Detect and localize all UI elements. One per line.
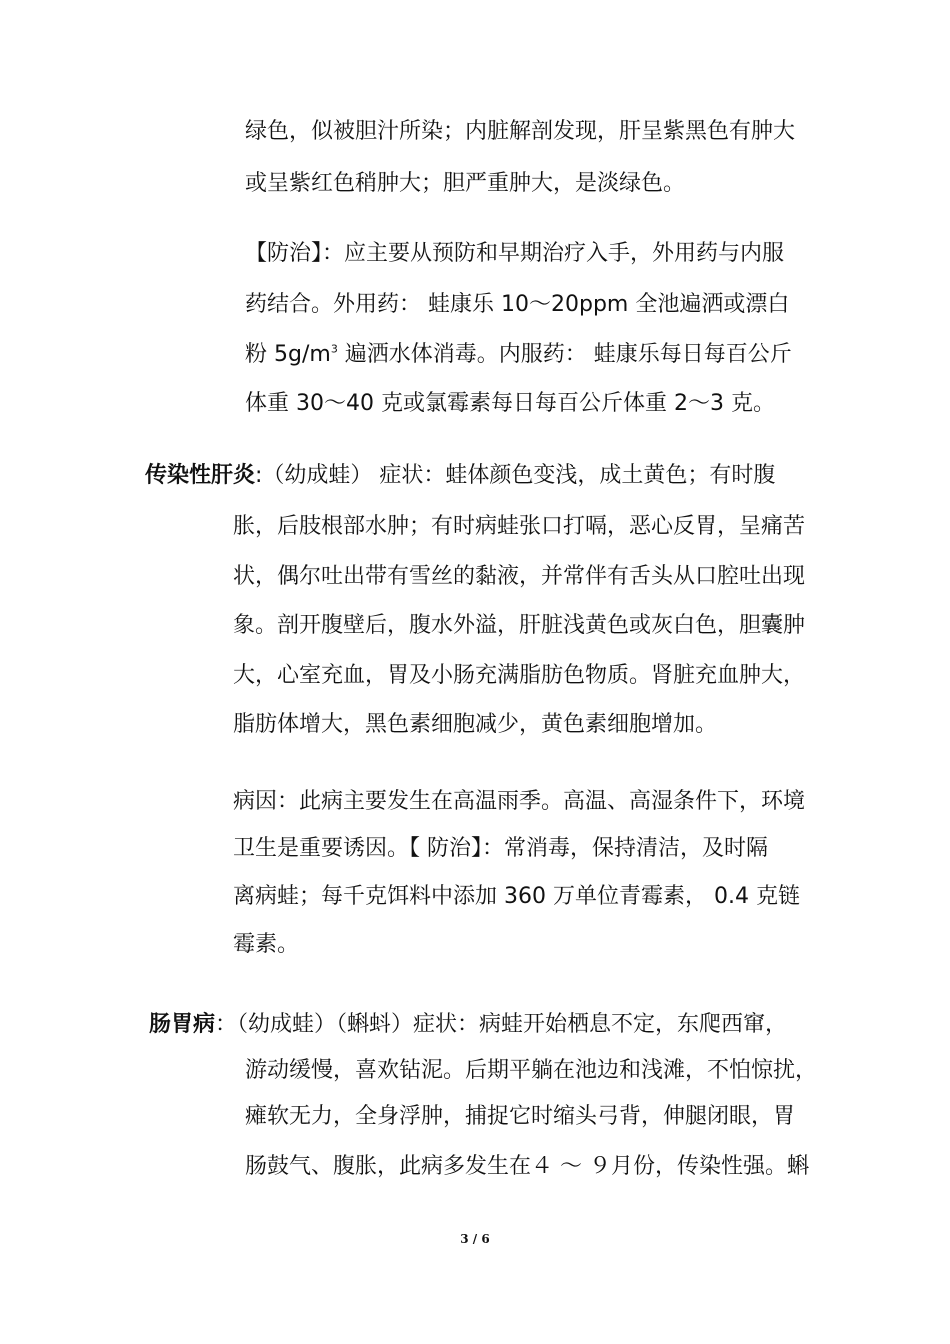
paragraph-line: 绿色，似被胆汁所染；内脏解剖发现，肝呈紫黑色有肿大 [245, 119, 796, 144]
treatment-line: 药结合。外用药： 蛙康乐 10～20ppm 全池遍洒或漂白 [245, 292, 790, 317]
section-heading: 肠胃病 [149, 1012, 216, 1037]
paragraph-line: 脂肪体增大，黑色素细胞减少，黄色素细胞增加。 [233, 712, 718, 737]
paragraph-line: 胀，后肢根部水肿；有时病蛙张口打嗝，恶心反胃，呈痛苦 [233, 514, 806, 539]
treatment-text: 粉 5g/m [245, 342, 331, 367]
paragraph-line: 肠鼓气、腹胀，此病多发生在４ ～ ９月份，传染性强。蝌 [245, 1154, 809, 1179]
paragraph-line: 或呈紫红色稍肿大；胆严重肿大，是淡绿色。 [245, 171, 686, 196]
treatment-text: 遍洒水体消毒。内服药： 蛙康乐每日每百公斤 [337, 342, 792, 367]
cause-line: 离病蛙；每千克饵料中添加 360 万单位青霉素， 0.4 克链 [233, 884, 800, 909]
cause-line: 病因：此病主要发生在高温雨季。高温、高湿条件下，环境 [233, 789, 806, 814]
section-first-line [149, 1009, 787, 1041]
treatment-line: 体重 30～40 克或氯霉素每日每百公斤体重 2～3 克。 [245, 391, 775, 416]
paragraph-line: 大，心室充血，胃及小肠充满脂肪色物质。肾脏充血肿大， [233, 663, 806, 688]
treatment-line [245, 339, 792, 371]
paragraph-line: 象。剖开腹壁后，腹水外溢，肝脏浅黄色或灰白色，胆囊肿 [233, 613, 806, 638]
page-number: 3 / 6 [460, 1232, 490, 1246]
section-text: :（幼成蛙） 症状：蛙体颜色变浅，成土黄色；有时腹 [255, 463, 776, 488]
section-first-line [145, 460, 775, 492]
section-heading: 传染性肝炎 [145, 463, 256, 488]
treatment-line: 【防治】：应主要从预防和早期治疗入手，外用药与内服 [245, 241, 785, 266]
cause-line: 霉素。 [233, 932, 300, 957]
paragraph-line: 状，偶尔吐出带有雪丝的黏液，并常伴有舌头从口腔吐出现 [233, 564, 806, 589]
paragraph-line: 瘫软无力，全身浮肿，捕捉它时缩头弓背，伸腿闭眼，胃 [245, 1104, 796, 1129]
cause-line: 卫生是重要诱因。【 防治】：常消毒，保持清洁，及时隔 [233, 836, 768, 861]
superscript: 3 [330, 342, 338, 356]
paragraph-line: 游动缓慢，喜欢钻泥。后期平躺在池边和浅滩，不怕惊扰， [245, 1058, 818, 1083]
section-text: ：（幼成蛙）（蝌蚪）症状：病蛙开始栖息不定，东爬西窜， [215, 1012, 788, 1037]
